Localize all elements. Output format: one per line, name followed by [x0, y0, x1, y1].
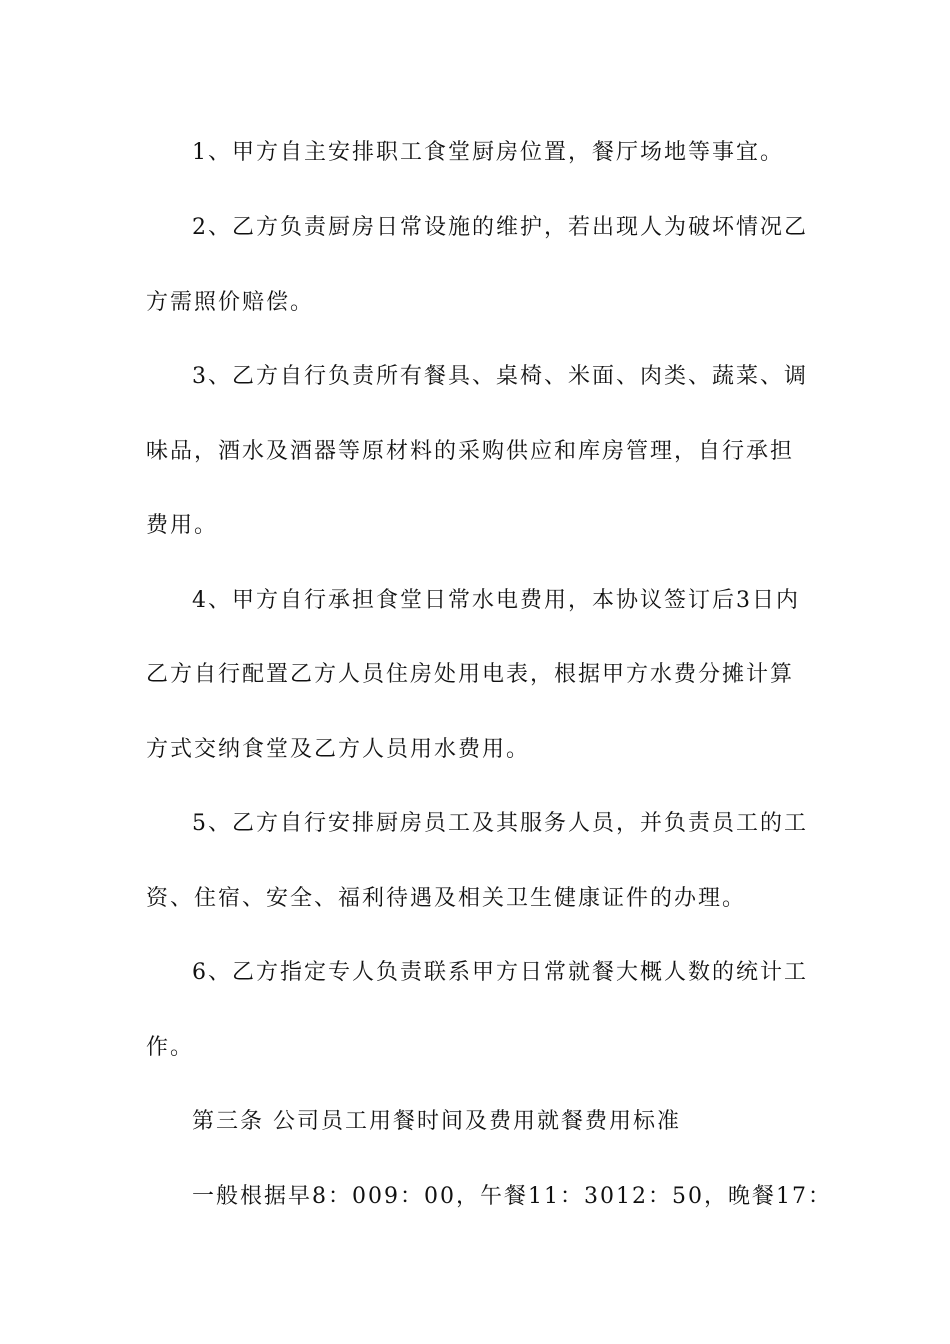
- clause-2-line-1: 2、乙方负责厨房日常设施的维护，若出现人为破坏情况乙: [192, 215, 808, 240]
- clause-5-line-2: 资、住宿、安全、福利待遇及相关卫生健康证件的办理。: [146, 886, 747, 911]
- clause-4-line-2: 乙方自行配置乙方人员住房处用电表，根据甲方水费分摊计算: [146, 662, 795, 687]
- meal-times-line: 一般根据早8：009：00，午餐11：3012：50，晚餐17：: [192, 1184, 832, 1209]
- article-3-heading: 第三条 公司员工用餐时间及费用就餐费用标准: [192, 1109, 681, 1134]
- clause-3-line-3: 费用。: [146, 513, 219, 538]
- clause-4-line-3: 方式交纳食堂及乙方人员用水费用。: [146, 737, 531, 762]
- clause-1-line-1: 1、甲方自主安排职工食堂厨房位置，餐厅场地等事宜。: [192, 140, 784, 165]
- clause-3-line-1: 3、乙方自行负责所有餐具、桌椅、米面、肉类、蔬菜、调: [192, 364, 808, 389]
- clause-5-line-1: 5、乙方自行安排厨房员工及其服务人员，并负责员工的工: [192, 811, 808, 836]
- clause-4-line-1: 4、甲方自行承担食堂日常水电费用，本协议签订后3日内: [192, 588, 800, 613]
- clause-2-line-2: 方需照价赔偿。: [146, 290, 315, 315]
- clause-6-line-2: 作。: [146, 1035, 195, 1060]
- clause-3-line-2: 味品，酒水及酒器等原材料的采购供应和库房管理，自行承担: [146, 439, 795, 464]
- clause-6-line-1: 6、乙方指定专人负责联系甲方日常就餐大概人数的统计工: [192, 960, 808, 985]
